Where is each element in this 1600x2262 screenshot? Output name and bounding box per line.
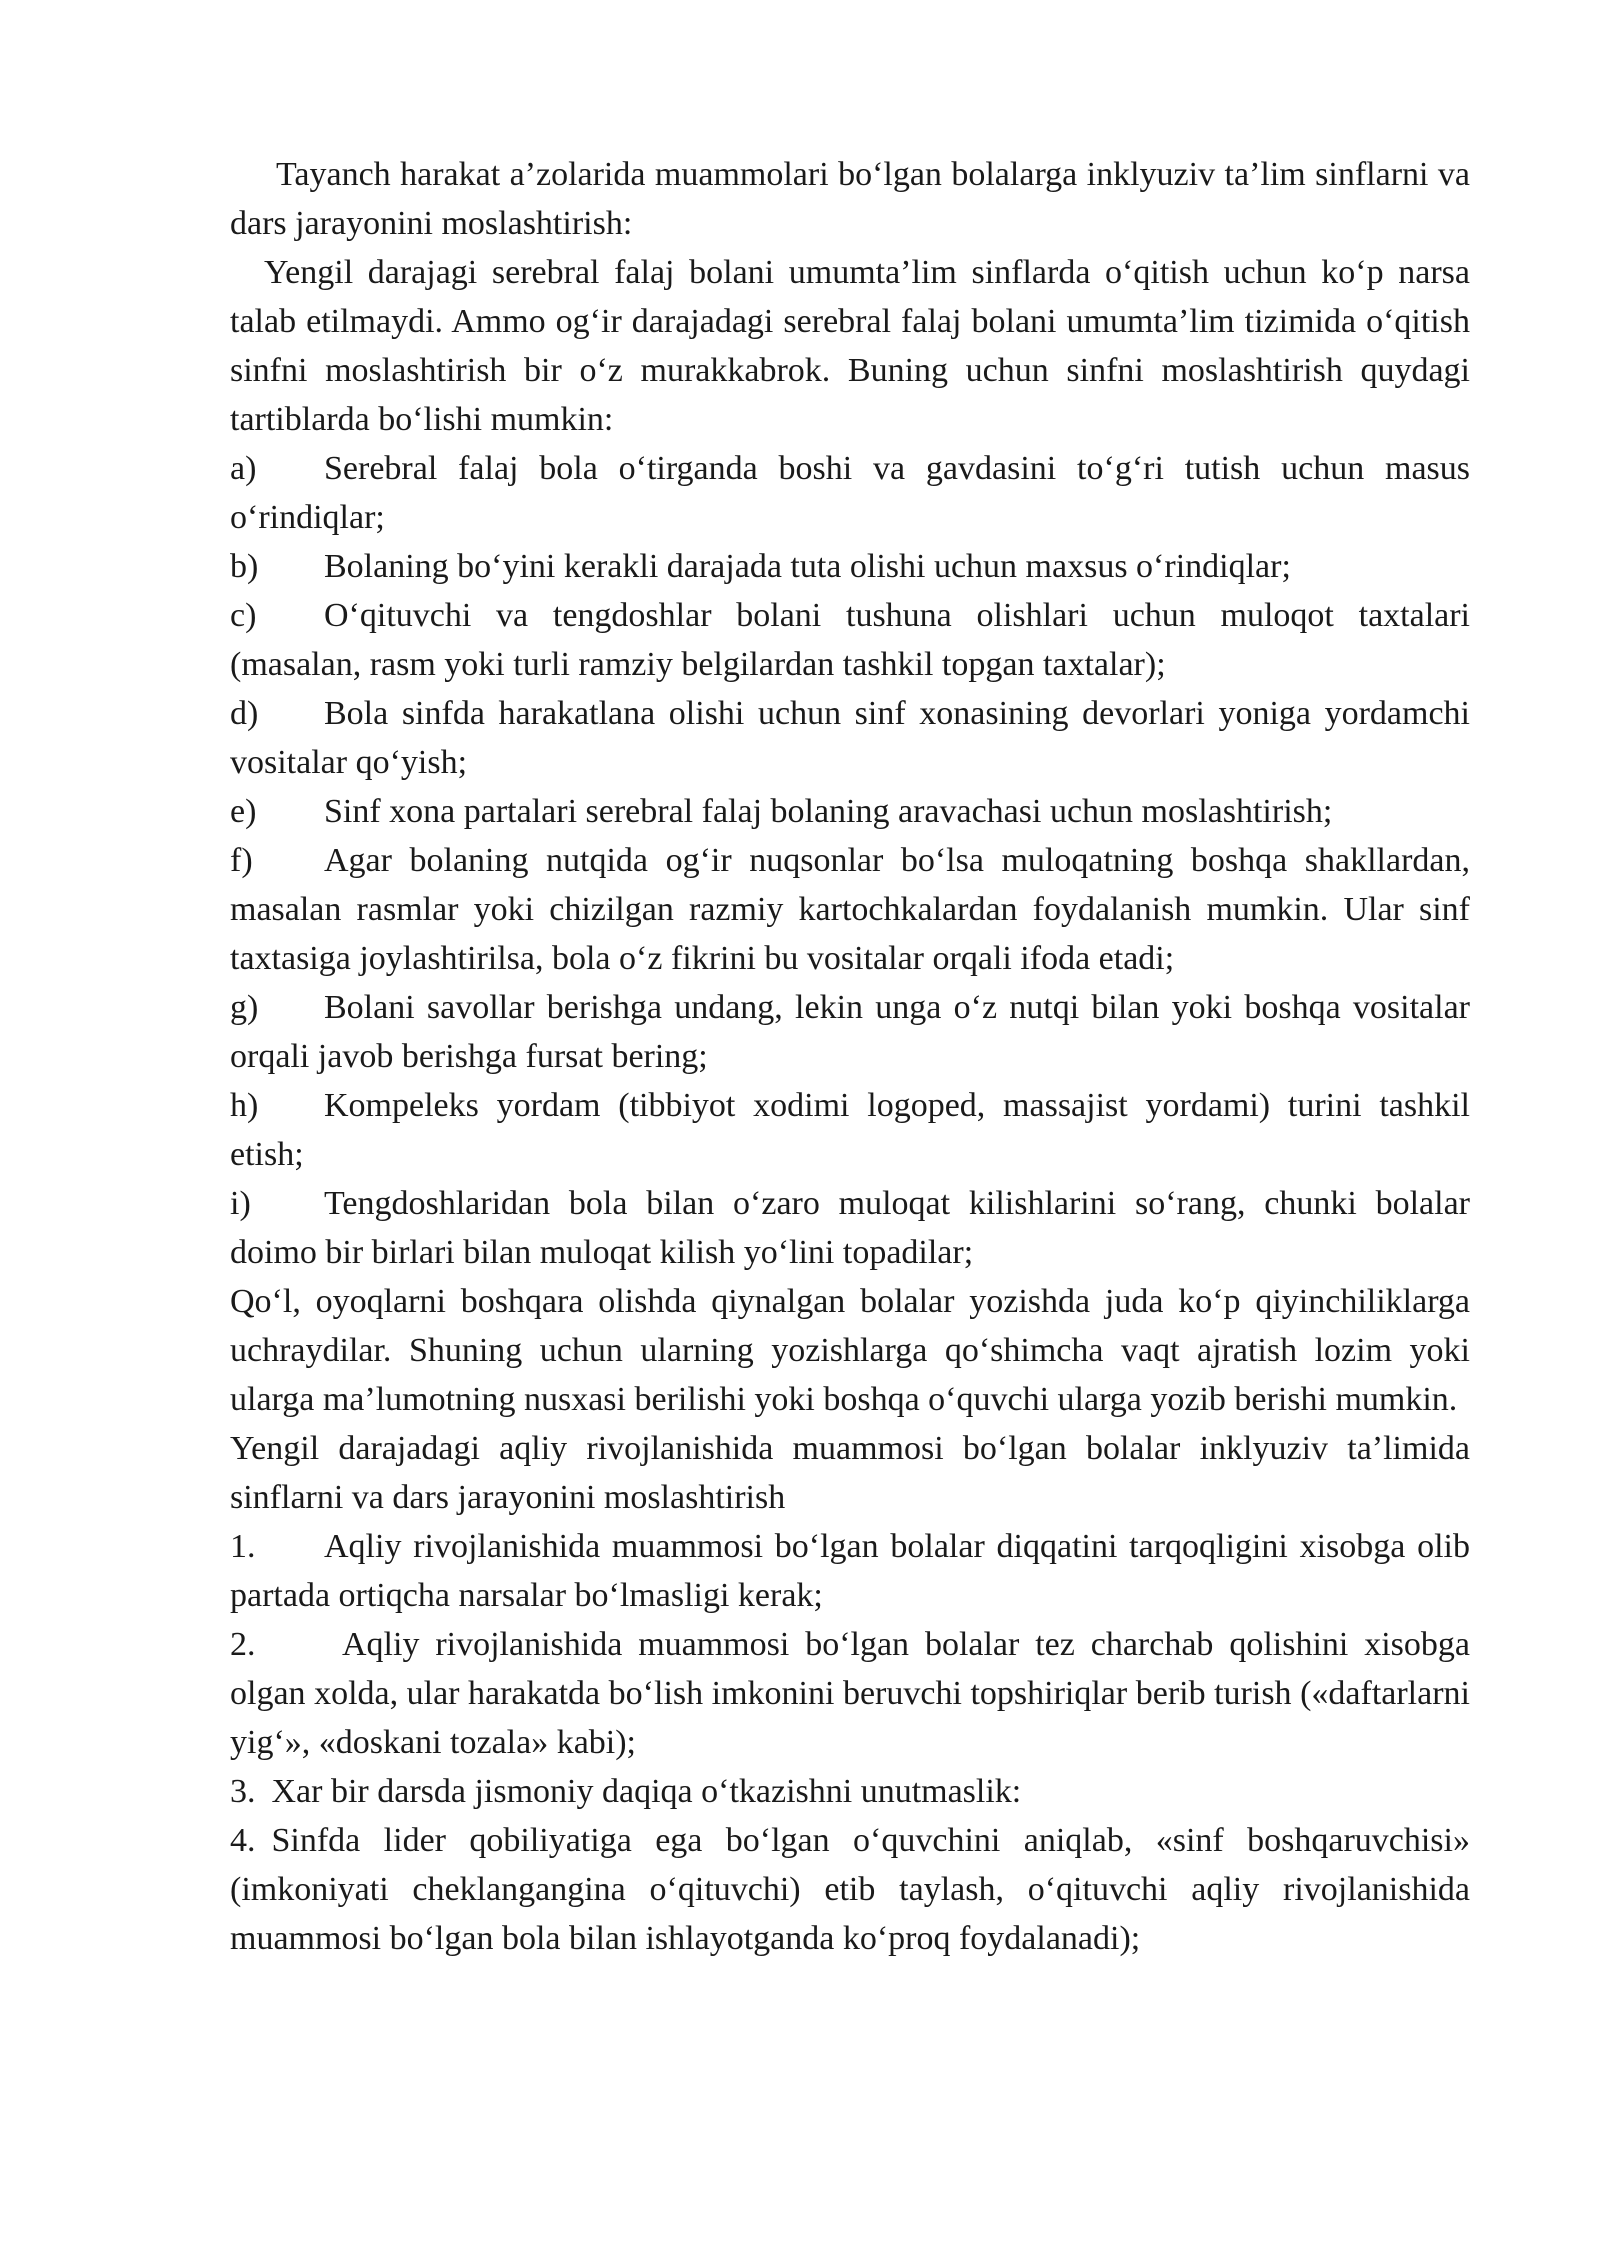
list-item-text: Bolani savollar berishga undang, lekin unga o‘z nutqi bilan yoki boshqa vositalar orqali javob berishga fursat bering; [230,989,1470,1075]
paragraph: Tayanch harakat a’zolarida muammolari bo‘lgan bolalarga inklyuziv ta’lim sinflarni va dars jarayonini moslashtirish: [230,156,1470,242]
list-item [230,1522,1470,1620]
list-marker: h) [230,1087,259,1124]
list-item-text: Sinfda lider qobiliyatiga ega bo‘lgan o‘quvchini aniqlab, «sinf boshqaruvchisi» (imkoniyati cheklangangina o‘qituvchi) etib taylash, o‘qituvchi aqliy rivojlanishida muammosi bo‘lgan bola bilan ishlayotganda ko‘proq foydalanadi); [230,1822,1470,1957]
list-marker: d) [230,695,259,732]
list-marker: b) [230,548,259,585]
list-item-text: Serebral falaj bola o‘tirganda boshi va gavdasini to‘g‘ri tutish uchun masus o‘rindiqlar; [230,450,1470,536]
list-item-text: Bolaning bo‘yini kerakli darajada tuta olishi uchun maxsus o‘rindiqlar; [324,548,1291,585]
list-item [230,689,1470,787]
list-marker: e) [230,793,257,830]
list-item [230,787,1470,836]
list-item [230,542,1470,591]
list-item [230,444,1470,542]
list-item-text: Bola sinfda harakatlana olishi uchun sinf xonasining devorlari yoniga yordamchi vositalar qo‘yish; [230,695,1470,781]
paragraph: Yengil darajagi serebral falaj bolani umumta’lim sinflarda o‘qitish uchun ko‘p narsa talab etilmaydi. Ammo og‘ir darajadagi serebral falaj bolani umumta’lim tizimida o‘qitish sinfni moslashtirish bir o‘z murakkabrok. Buning uchun sinfni moslashtirish quydagi tartiblarda bo‘lishi mumkin: [230,254,1470,438]
list-marker: 4. [230,1822,256,1859]
list-item-text: Tengdoshlaridan bola bilan o‘zaro muloqat kilishlarini so‘rang, chunki bolalar doimo bir birlari bilan muloqat kilish yo‘lini topadilar; [230,1185,1470,1271]
list-marker: 1. [230,1528,256,1565]
list-item-text: O‘qituvchi va tengdoshlar bolani tushuna olishlari uchun muloqot taxtalari (masalan, rasm yoki turli ramziy belgilardan tashkil topgan taxtalar); [230,597,1470,683]
paragraph: Qo‘l, oyoqlarni boshqara olishda qiynalgan bolalar yozishda juda ko‘p qiyinchiliklarga uchraydilar. Shuning uchun ularning yozishlarga qo‘shimcha vaqt ajratish lozim yoki ularga ma’lumotning nusxasi berilishi yoki boshqa o‘quvchi ularga yozib berishi mumkin. [230,1283,1470,1418]
list-marker: g) [230,989,259,1026]
paragraph: Yengil darajadagi aqliy rivojlanishida muammosi bo‘lgan bolalar inklyuziv ta’limida sinflarni va dars jarayonini moslashtirish [230,1430,1470,1516]
list-marker: f) [230,842,253,879]
list-item [230,1620,1470,1767]
list-marker: 3. [230,1773,256,1810]
list-marker: 2. [230,1626,256,1663]
list-item [230,983,1470,1081]
list-marker: a) [230,450,257,487]
list-item [230,1767,1470,1816]
list-item [230,1179,1470,1277]
list-item [230,836,1470,983]
list-item-text: Sinf xona partalari serebral falaj bolaning aravachasi uchun moslashtirish; [324,793,1333,830]
list-item-text: Xar bir darsda jismoniy daqiqa o‘tkazishni unutmaslik: [271,1773,1022,1810]
list-item-text: Aqliy rivojlanishida muammosi bo‘lgan bolalar diqqatini tarqoqligini xisobga olib partada ortiqcha narsalar bo‘lmasligi kerak; [230,1528,1470,1614]
list-item [230,1081,1470,1179]
list-item-text: Kompeleks yordam (tibbiyot xodimi logoped, massajist yordami) turini tashkil etish; [230,1087,1470,1173]
list-item-text: Aqliy rivojlanishida muammosi bo‘lgan bolalar tez charchab qolishini xisobga olgan xolda, ular harakatda bo‘lish imkonini beruvchi topshiriqlar berib turish («daftarlarni yig‘», «doskani tozala» kabi); [230,1626,1470,1761]
list-marker: c) [230,597,257,634]
list-marker: i) [230,1185,251,1222]
list-item [230,591,1470,689]
list-item-text: Agar bolaning nutqida og‘ir nuqsonlar bo‘lsa muloqatning boshqa shakllardan, masalan rasmlar yoki chizilgan razmiy kartochkalardan foydalanish mumkin. Ular sinf taxtasiga joylashtirilsa, bola o‘z fikrini bu vositalar orqali ifoda etadi; [230,842,1470,977]
list-item [230,1816,1470,1963]
